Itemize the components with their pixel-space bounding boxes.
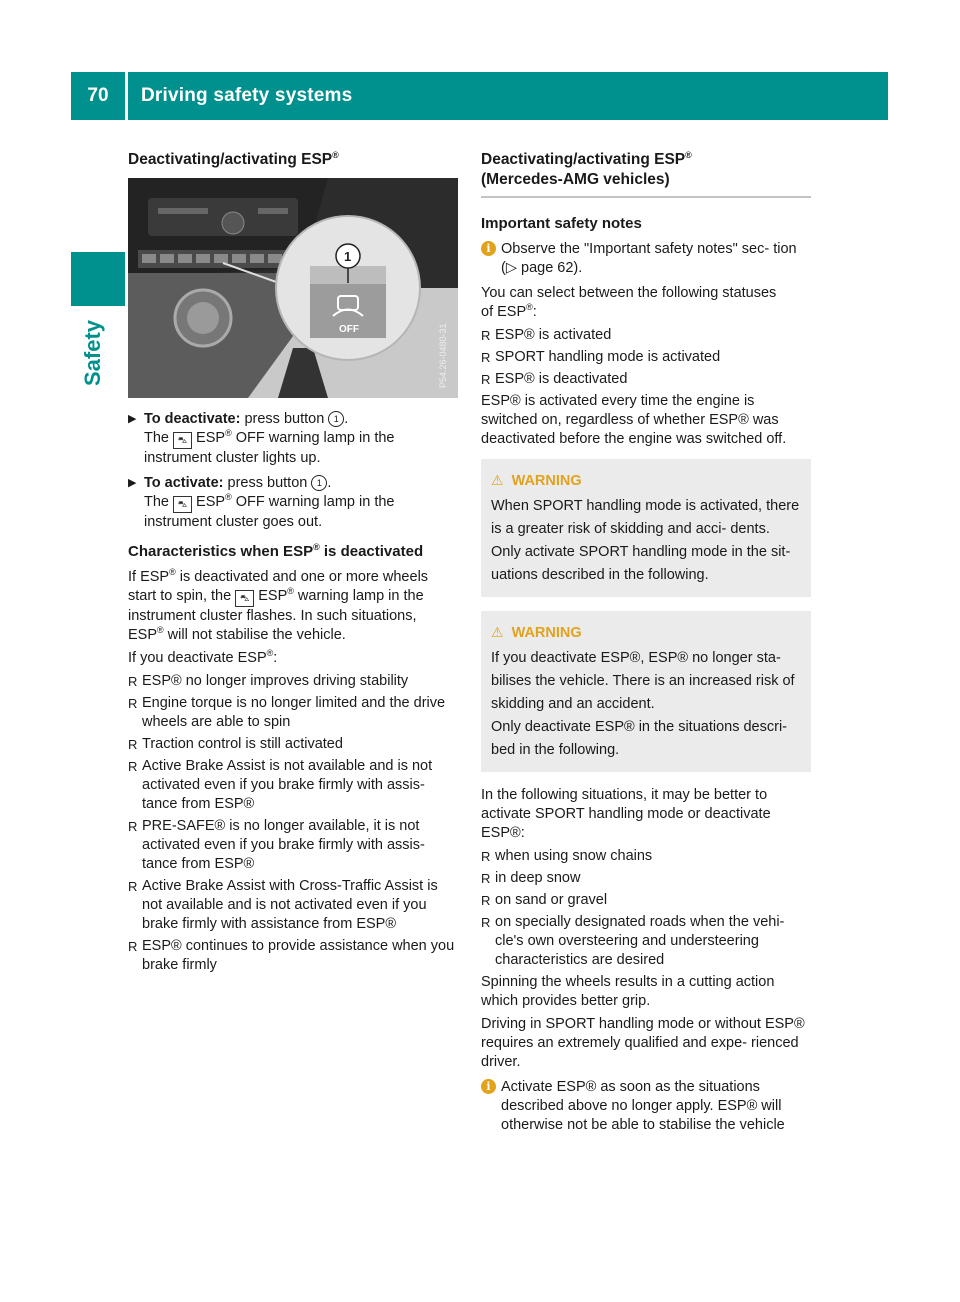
warning-icon: ⚠ (491, 624, 504, 640)
left-column (128, 150, 460, 978)
list-item: R Engine torque is no longer limited and the drive wheels are able to spin (128, 695, 446, 730)
svg-text:1: 1 (344, 249, 352, 264)
warning-icon: ⚠ (491, 472, 504, 488)
esp-off-lamp-icon: ⛍ (173, 496, 192, 513)
list-item: R on specially designated roads when the vehi- cle's own oversteering and understeering characteristics are desired (481, 914, 785, 968)
svg-text:P54.26-0480-31: P54.26-0480-31 (438, 323, 448, 388)
info-note: i Activate ESP® as soon as the situations described above no longer apply. ESP® will otherwise not be able to stabilise the vehicle (481, 1078, 811, 1135)
list-item: R Active Brake Assist with Cross-Traffic Assist is not available and is not activated even if you brake firmly with assistance from ESP® (128, 878, 438, 932)
list-item: R Active Brake Assist is not available and is not activated even if you brake firmly with assis- tance from ESP® (128, 758, 433, 812)
important-safety-notes-heading: Important safety notes (481, 215, 642, 232)
list-item: R PRE-SAFE® is no longer available, it is not activated even if you brake firmly with assis- tance from ESP® (128, 818, 425, 872)
section-title: Driving safety systems (128, 72, 888, 120)
step-deactivate: ▶ To deactivate: press button 1 . The ⛍ ESP® OFF warning lamp in the instrument cluster lights up. (128, 411, 395, 466)
esp-off-lamp-icon: ⛍ (173, 432, 192, 449)
dashboard-photo (128, 178, 458, 398)
list-item: R SPORT handling mode is activated (481, 349, 721, 365)
spinning-para: Spinning the wheels results in a cutting action which provides better grip. (481, 974, 775, 1009)
info-icon: i (481, 241, 496, 256)
list-item: R ESP® no longer improves driving stability (128, 673, 409, 689)
left-heading: Deactivating/activating ESP® (128, 149, 339, 168)
warning-box: ⚠ WARNING When SPORT handling mode is activated, there is a greater risk of skidding and acci- dents. Only activate SPORT handling mode in the sit- uations described in the following. (481, 459, 811, 597)
dashboard-illustration (128, 178, 458, 398)
list-item: R ESP® is activated (481, 327, 612, 343)
characteristics-para: If ESP® is deactivated and one or more wheels start to spin, the ⛍ ESP® warning lamp in the instrument cluster flashes. In such situations, ESP® will not stabilise the vehicle. (128, 567, 429, 643)
list-item: R in deep snow (481, 870, 581, 886)
list-item: R on sand or gravel (481, 892, 608, 908)
list-item: R ESP® is deactivated (481, 371, 628, 387)
deactivate-intro: If you deactivate ESP®: (128, 648, 278, 666)
sidebar-marker (71, 252, 125, 306)
right-heading: Deactivating/activating ESP® (Mercedes-AMG vehicles) (481, 150, 811, 198)
sidebar-label: Safety (80, 319, 105, 386)
step-activate: ▶ To activate: press button 1 . The ⛍ ESP® OFF warning lamp in the instrument cluster goes out. (128, 475, 395, 530)
driving-para: Driving in SPORT handling mode or without ESP® requires an extremely qualified and expe- rienced driver. (481, 1016, 805, 1070)
warning-box: ⚠ WARNING If you deactivate ESP®, ESP® no longer sta- bilises the vehicle. There is an increased risk of skidding and an accident. Only deactivate ESP® in the situations descri- bed in the following. (481, 611, 811, 772)
statuses-intro: You can select between the following statuses of ESP®: (481, 285, 777, 320)
svg-text:OFF: OFF (339, 324, 359, 335)
list-item: R when using snow chains (481, 848, 653, 864)
info-icon: i (481, 1079, 496, 1094)
info-note: i Observe the "Important safety notes" sec- tion (▷ page 62). (481, 240, 811, 278)
list-item: R ESP® continues to provide assistance when you brake firmly (128, 938, 455, 973)
esp-activation-para: ESP® is activated every time the engine is switched on, regardless of whether ESP® was deactivated before the engine was switched off. (481, 393, 787, 447)
right-column (481, 150, 811, 1141)
page-number: 70 (71, 72, 125, 120)
characteristics-heading: Characteristics when ESP® is deactivated (128, 542, 424, 560)
list-item: R Traction control is still activated (128, 736, 343, 752)
situations-intro: In the following situations, it may be better to activate SPORT handling mode or deactivate ESP®: (481, 787, 771, 841)
esp-warning-lamp-icon: ⛍ (235, 590, 254, 607)
